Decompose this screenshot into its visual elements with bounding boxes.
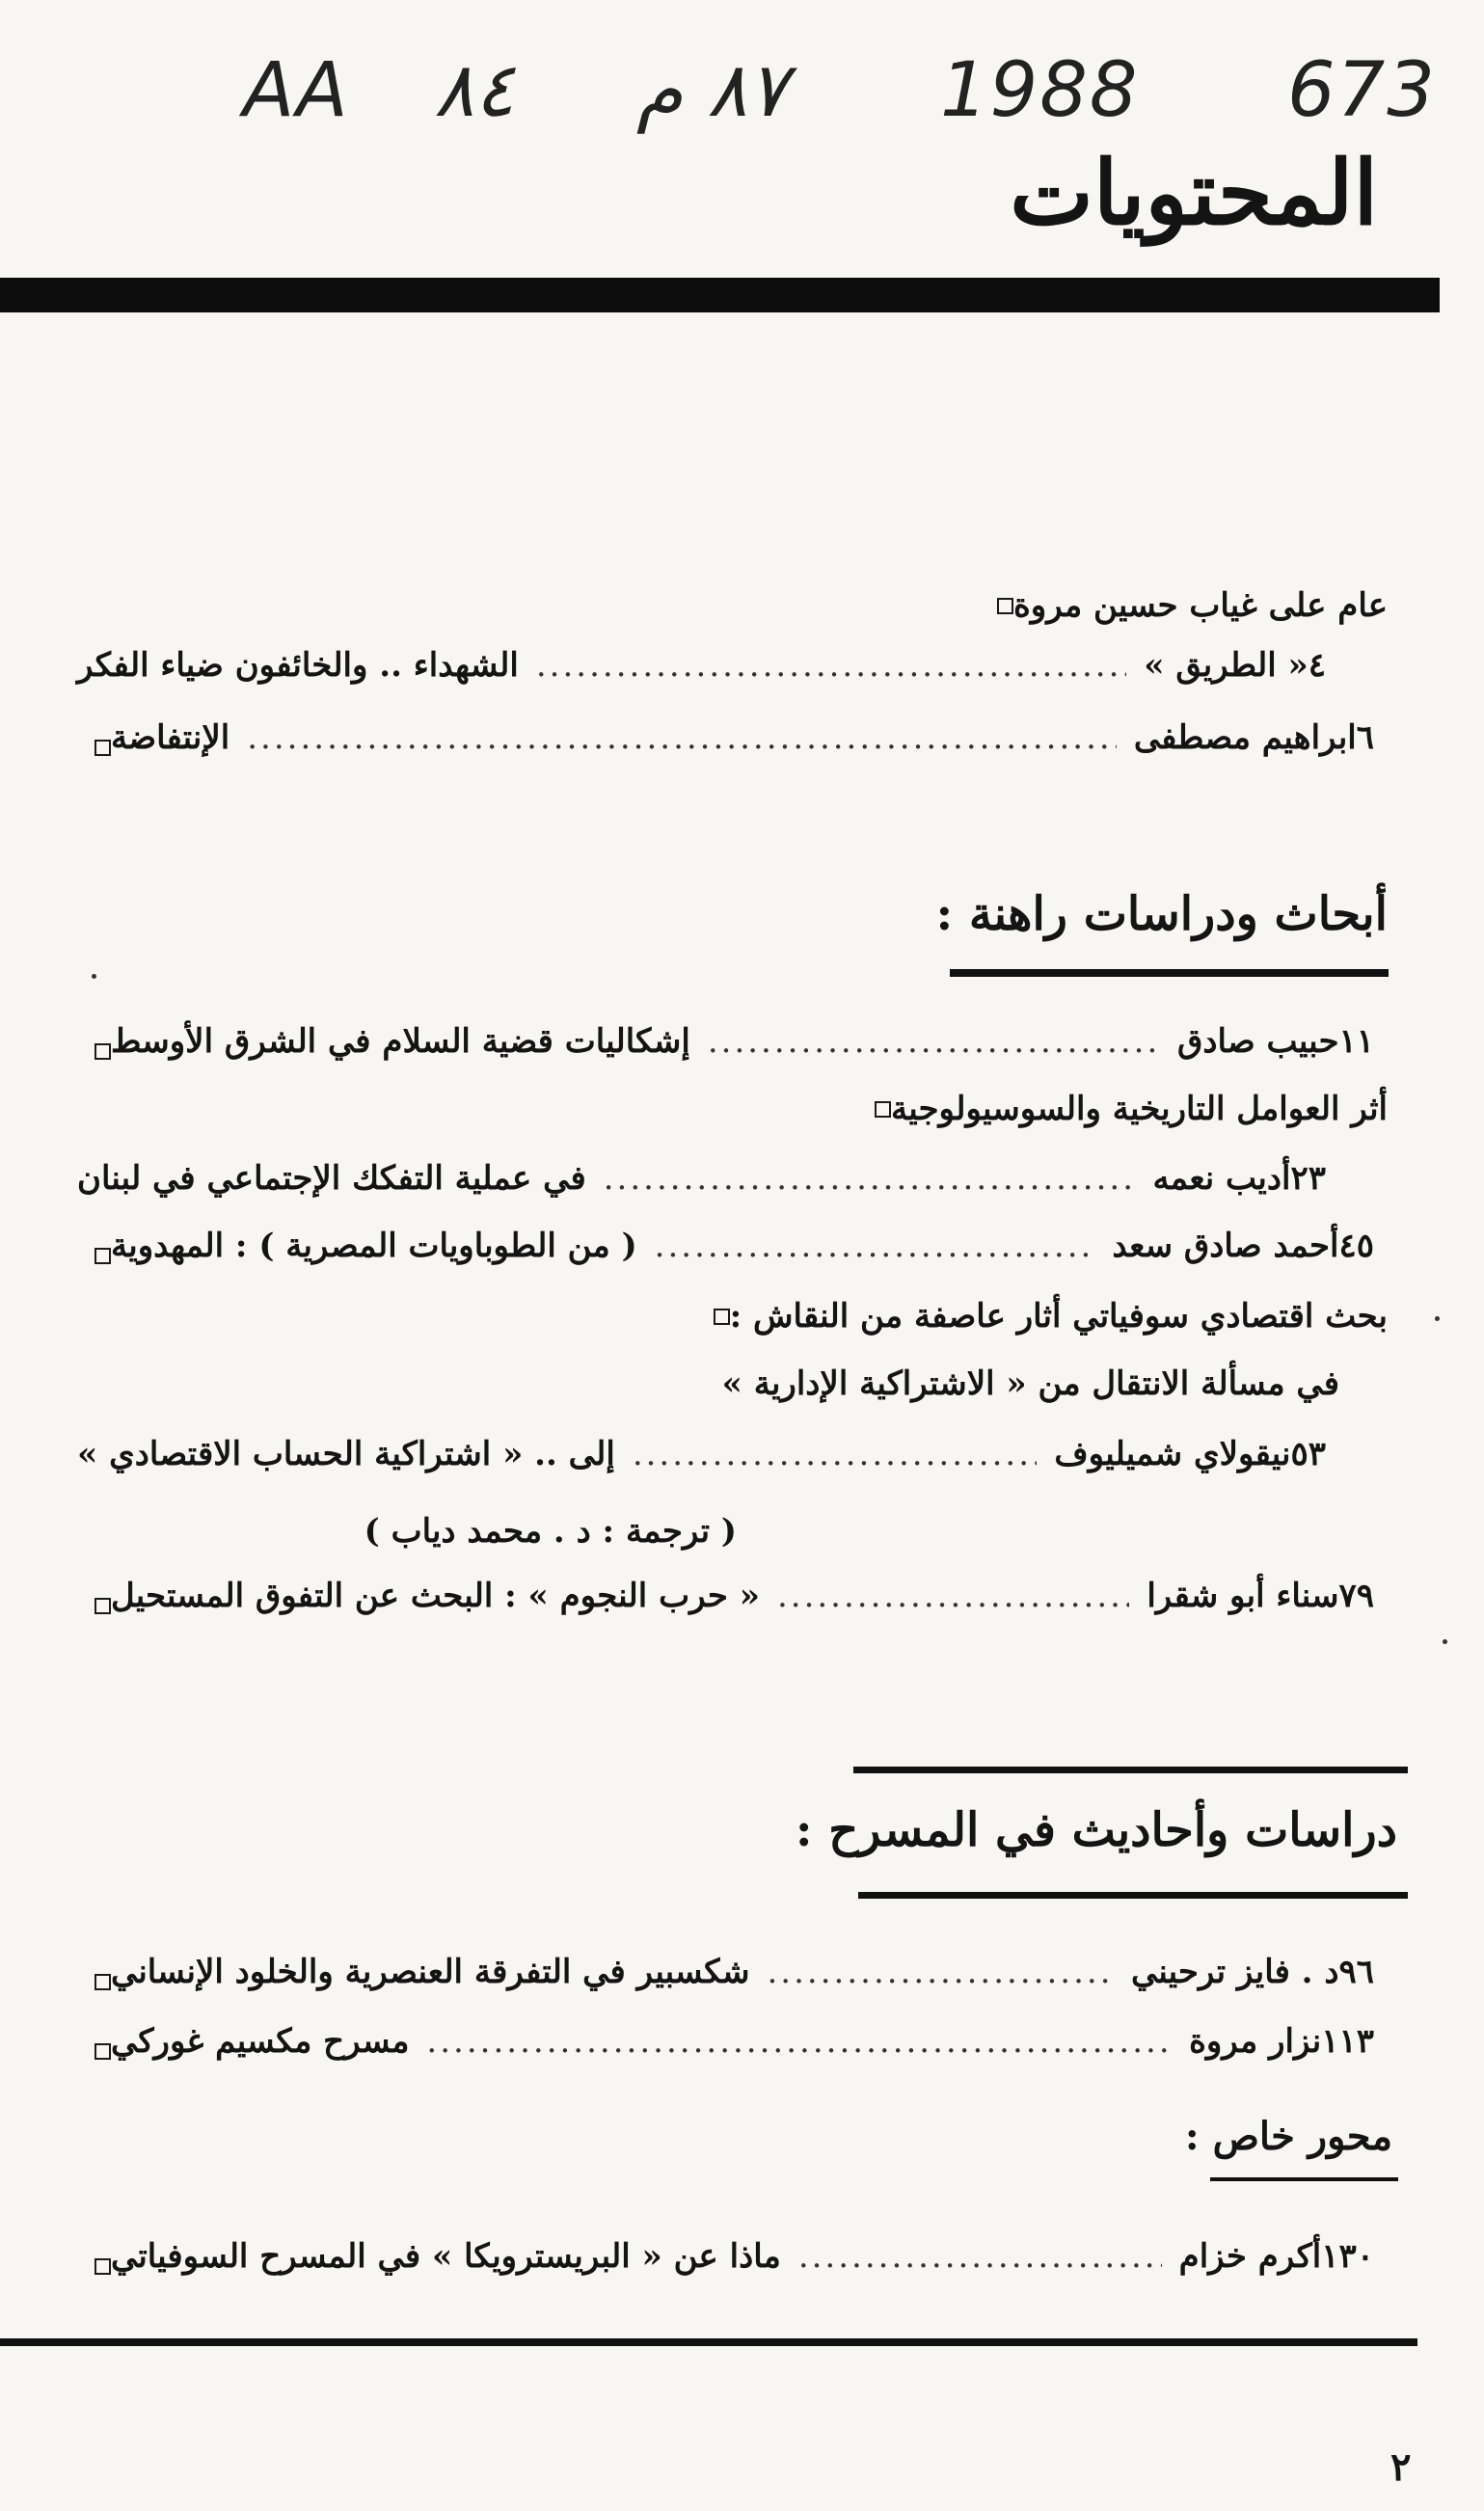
scan-speck <box>1443 1639 1447 1644</box>
section-rule <box>1210 2177 1398 2181</box>
bullet-icon <box>714 1309 730 1325</box>
section-heading-research: أبحاث ودراسات راهنة : <box>935 887 1388 941</box>
handwritten-note-4: 1988 <box>940 47 1140 134</box>
toc-entry-page: ١٣٠ <box>1321 2237 1374 2276</box>
section-rule <box>950 969 1389 977</box>
bullet-icon <box>94 1598 111 1614</box>
bullet-icon <box>875 1101 891 1118</box>
toc-entry-s1-5 <box>696 1297 1388 1336</box>
toc-entry-title: إلى .. « اشتراكية الحساب الاقتصادي » <box>77 1435 615 1473</box>
toc-entry-author: أحمد صادق سعد <box>1112 1227 1339 1265</box>
handwritten-note-3: ٨٧ م <box>636 47 788 134</box>
toc-entry-page: ٥٣ <box>1290 1435 1326 1473</box>
toc-entry-author: حبيب صادق <box>1176 1022 1339 1061</box>
leader-dots <box>247 718 1117 757</box>
toc-entry-title: إشكاليات قضية السلام في الشرق الأوسط <box>111 1022 690 1061</box>
leader-dots <box>777 1577 1129 1615</box>
toc-entry-s1-8 <box>77 1577 1388 1634</box>
toc-entry-page: ٩٦ <box>1338 1953 1374 1991</box>
toc-entry-author: نيقولاي شميليوف <box>1054 1435 1291 1473</box>
toc-entry-intro-2 <box>77 646 1339 704</box>
toc-entry-author: ابراهيم مصطفى <box>1133 718 1357 757</box>
handwritten-note-5: 673 <box>1287 47 1437 134</box>
toc-entry-title: عام على غياب حسين مروة <box>1012 586 1388 625</box>
toc-entry-page: ٤ <box>1308 646 1326 685</box>
toc-entry-s1-3 <box>77 1159 1339 1217</box>
handwritten-note-1: AA <box>243 47 350 134</box>
bullet-icon <box>94 1043 111 1060</box>
toc-entry-title: مسرح مكسيم غوركي <box>111 2022 410 2061</box>
toc-entry-s1-4 <box>77 1227 1388 1284</box>
toc-entry-author: د . فايز ترحيني <box>1131 1953 1339 1991</box>
toc-entry-title: شكسبير في التفرقة العنصرية والخلود الإنساني <box>111 1953 750 1991</box>
toc-entry-title: في عملية التفكك الإجتماعي في لبنان <box>77 1159 586 1198</box>
toc-entry-page: ٧٩ <box>1338 1577 1374 1615</box>
toc-entry-title: « حرب النجوم » : البحث عن التفوق المستحيل <box>111 1577 760 1615</box>
leader-dots <box>655 1227 1095 1265</box>
page-title: المحتويات <box>1010 141 1378 245</box>
leader-dots <box>798 2237 1162 2276</box>
leader-dots <box>426 2022 1172 2061</box>
toc-entry-s2-2 <box>77 2022 1388 2080</box>
toc-entry-title: في مسألة الانتقال من « الاشتراكية الإدارية » <box>721 1364 1339 1403</box>
toc-entry-author: « الطريق » <box>1144 646 1309 685</box>
bullet-icon <box>94 2258 111 2275</box>
toc-entry-intro-3 <box>77 718 1388 776</box>
toc-entry-s1-2 <box>857 1090 1388 1128</box>
toc-entry-s3-1 <box>77 2237 1388 2295</box>
toc-entry-s2-1 <box>77 1953 1388 2011</box>
bullet-icon <box>997 598 1013 614</box>
bottom-rule <box>0 2338 1417 2346</box>
toc-entry-title: ماذا عن « البريسترويكا » في المسرح السوفياتي <box>111 2237 781 2276</box>
handwritten-note-2: ٨٤ <box>434 47 515 134</box>
toc-entry-author: نزار مروة <box>1189 2022 1322 2061</box>
bullet-icon <box>94 2043 111 2060</box>
section-rule <box>858 1892 1408 1899</box>
toc-entry-page: ١١ <box>1338 1022 1374 1061</box>
page-number: ٢ <box>1390 2444 1412 2490</box>
toc-entry-title: بحث اقتصادي سوفياتي أثار عاصفة من النقاش : <box>729 1297 1388 1336</box>
scan-speck <box>92 974 96 979</box>
bullet-icon <box>94 740 111 756</box>
toc-entry-title: الإنتفاضة <box>111 718 230 757</box>
section-rule-top <box>853 1767 1408 1773</box>
leader-dots <box>604 1159 1136 1198</box>
toc-entry-title: أثر العوامل التاريخية والسوسيولوجية <box>891 1090 1388 1128</box>
toc-entry-author: أكرم خزام <box>1178 2237 1322 2276</box>
section-heading-theatre: دراسات وأحاديث في المسرح : <box>795 1803 1397 1857</box>
section-heading-special: محور خاص : <box>1184 2114 1392 2159</box>
title-rule <box>0 278 1440 312</box>
toc-entry-s1-7 <box>77 1435 1339 1493</box>
bullet-icon <box>94 1248 111 1264</box>
toc-entry-title: الشهداء .. والخائفون ضياء الفكر <box>77 646 519 685</box>
bullet-icon <box>94 1974 111 1990</box>
toc-entry-page: ١١٣ <box>1321 2022 1374 2061</box>
toc-entry-s1-6 <box>722 1364 1339 1403</box>
toc-entry-page: ٤٥ <box>1338 1227 1374 1265</box>
toc-entry-author: أديب نعمه <box>1152 1159 1291 1198</box>
scan-speck <box>1435 1316 1440 1321</box>
toc-entry-author: سناء أبو شقرا <box>1147 1577 1339 1615</box>
leader-dots <box>633 1435 1038 1473</box>
toc-entry-s1-1 <box>77 1022 1388 1080</box>
toc-entry-title: ( من الطوباويات المصرية ) : المهدوية <box>111 1227 637 1265</box>
leader-dots <box>768 1953 1115 1991</box>
toc-entry-intro-1 <box>980 586 1388 625</box>
leader-dots <box>708 1022 1160 1061</box>
translator-note: ( ترجمة : د . محمد دياب ) <box>364 1512 737 1551</box>
leader-dots <box>536 646 1126 685</box>
toc-entry-page: ٢٣ <box>1290 1159 1326 1198</box>
toc-entry-page: ٦ <box>1356 718 1374 757</box>
